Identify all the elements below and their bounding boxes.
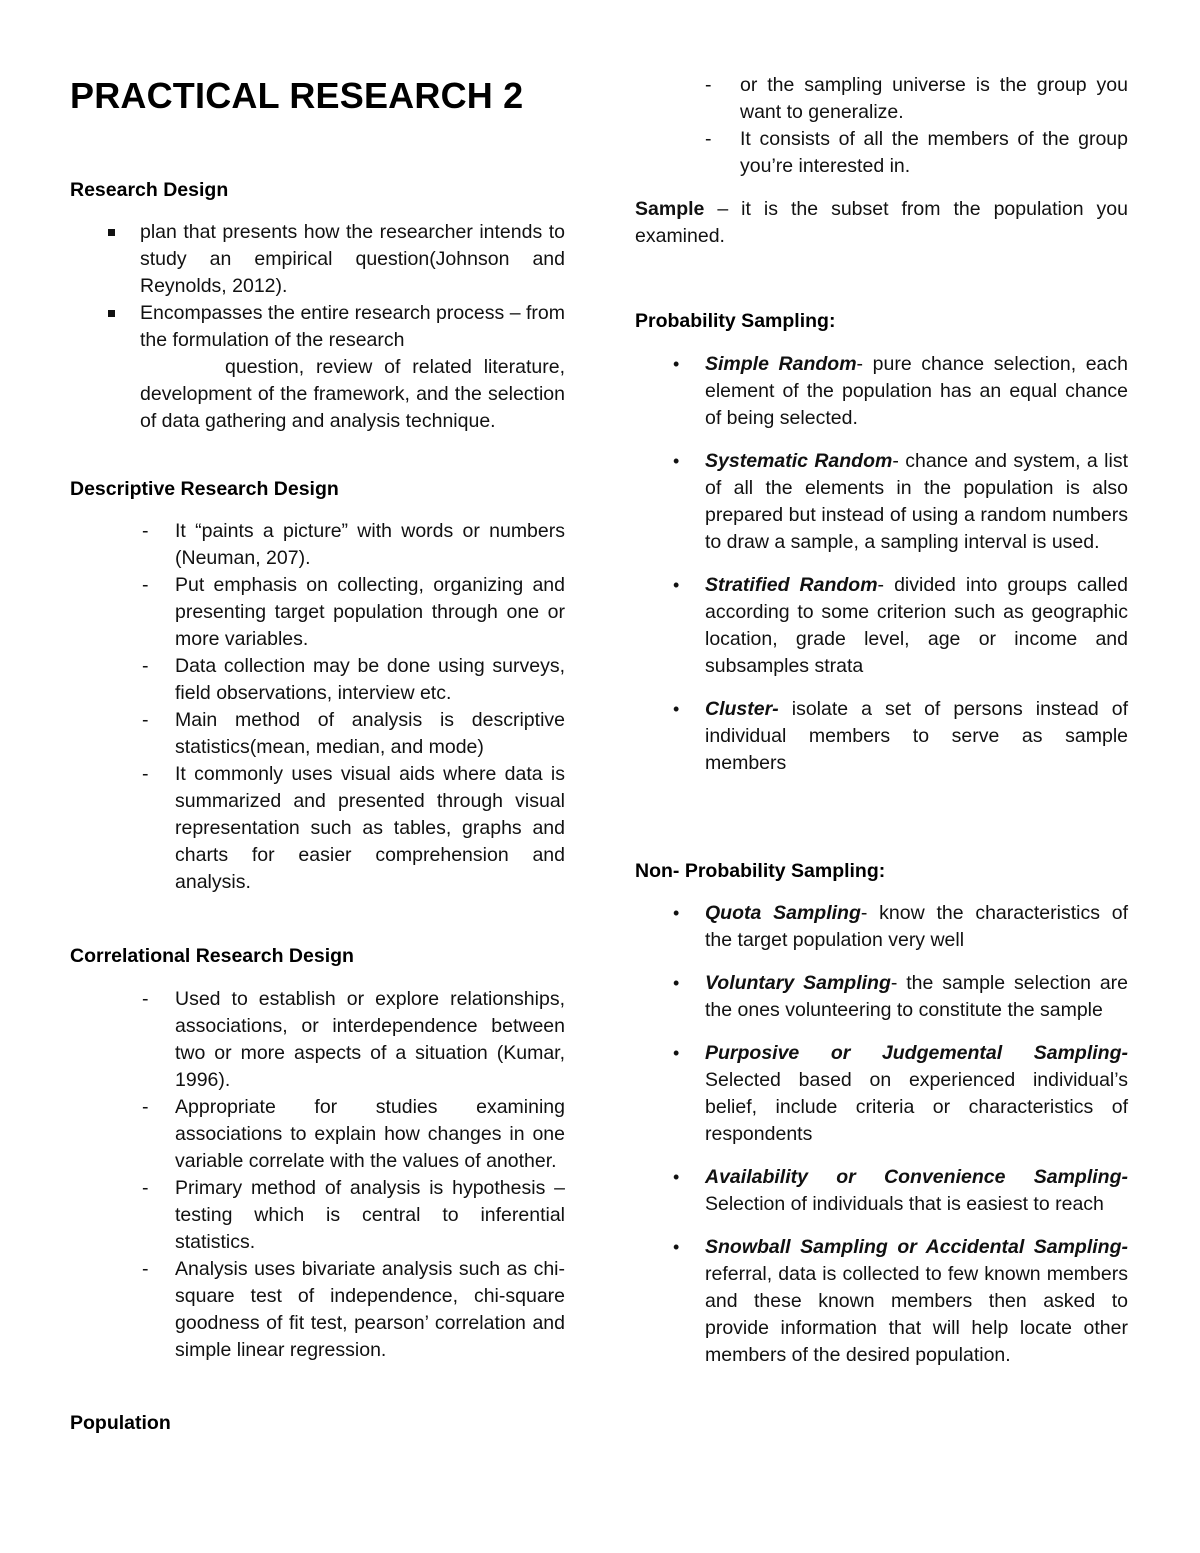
bullet-icon: • xyxy=(673,1167,680,1187)
list-item: • Snowball Sampling or Accidental Sampling- referral, data is collected to few known members and these known members then asked to provide information that will help locate other members of the desired population. xyxy=(673,1236,1128,1366)
list-item: - Appropriate for studies examining associations to explain how changes in one variable correlate with the values of another. xyxy=(142,1096,565,1172)
research-design-list xyxy=(70,219,565,435)
list-item: • Cluster- isolate a set of persons instead of individual members to serve as sample members xyxy=(673,698,1128,774)
page-title: PRACTICAL RESEARCH 2 xyxy=(70,75,524,116)
bullet-icon: • xyxy=(673,451,680,471)
list-item: - It commonly uses visual aids where data is summarized and presented through visual representation such as tables, graphs and charts for easier comprehension and analysis. xyxy=(142,763,565,893)
bullet-icon: • xyxy=(673,354,680,374)
nonprobability-heading: Non- Probability Sampling: xyxy=(635,860,886,882)
dash-bullet-icon: - xyxy=(142,988,149,1010)
dash-bullet-icon: - xyxy=(142,709,149,731)
list-item: - Main method of analysis is descriptive statistics(mean, median, and mode) xyxy=(142,709,565,758)
probability-heading: Probability Sampling: xyxy=(635,310,836,332)
dash-bullet-icon: - xyxy=(142,1258,149,1280)
list-item: • Simple Random- pure chance selection, each element of the population has an equal chance of being selected. xyxy=(673,353,1128,429)
list-item: • Voluntary Sampling- the sample selection are the ones volunteering to constitute the sample xyxy=(673,972,1129,1021)
dash-bullet-icon: - xyxy=(142,520,149,542)
list-item: • Availability or Convenience Sampling- Selection of individuals that is easiest to reach xyxy=(673,1166,1128,1215)
list-item: • Quota Sampling- know the characteristics of the target population very well xyxy=(673,902,1128,951)
nonprobability-list xyxy=(635,900,1128,1385)
list-item: - Used to establish or explore relationships, associations, or interdependence between two or more aspects of a situation (Kumar, 1996). xyxy=(142,988,565,1091)
research-design-heading: Research Design xyxy=(70,179,229,201)
bullet-icon: • xyxy=(673,1237,680,1257)
descriptive-list xyxy=(70,518,565,896)
list-item: - or the sampling universe is the group you want to generalize. xyxy=(705,74,1128,123)
dash-bullet-icon: - xyxy=(705,74,712,96)
list-item: - It consists of all the members of the group you’re interested in. xyxy=(705,128,1128,177)
dash-bullet-icon: - xyxy=(142,1096,149,1118)
dash-bullet-icon: - xyxy=(142,655,149,677)
list-item: Encompasses the entire research process – from the formulation of the research xyxy=(70,300,565,354)
bullet-icon: • xyxy=(673,973,680,993)
list-item-continued: question, review of related literature, development of the framework, and the selection of data gathering and analysis technique. xyxy=(140,356,565,432)
square-bullet-icon xyxy=(108,229,115,236)
list-item: • Systematic Random- chance and system, a list of all the elements in the population is also prepared but instead of using a random numbers to draw a sample, a sampling interval is used. xyxy=(673,450,1128,553)
bullet-icon: • xyxy=(673,1043,680,1063)
list-item: - Primary method of analysis is hypothesis –testing which is central to inferential statistics. xyxy=(142,1177,565,1253)
bullet-icon: • xyxy=(673,575,680,595)
list-item: • Stratified Random- divided into groups called according to some criterion such as geographic location, grade level, age or income and subsamples strata xyxy=(673,574,1128,677)
dash-bullet-icon: - xyxy=(705,128,712,150)
population-list xyxy=(635,72,1128,180)
dash-bullet-icon: - xyxy=(142,574,149,596)
list-item: - It “paints a picture” with words or numbers (Neuman, 207). xyxy=(142,520,565,569)
list-item: • Purposive or Judgemental Sampling- Selected based on experienced individual’s belief, include criteria or characteristics of respondents xyxy=(673,1042,1128,1145)
dash-bullet-icon: - xyxy=(142,1177,149,1199)
list-item: - Analysis uses bivariate analysis such as chi-square test of independence, chi-square goodness of fit test, pearson’ correlation and simple linear regression. xyxy=(142,1258,565,1361)
correlational-list xyxy=(70,986,565,1364)
list-item: plan that presents how the researcher intends to study an empirical question(Johnson and Reynolds, 2012). xyxy=(70,219,565,300)
correlational-heading: Correlational Research Design xyxy=(70,945,354,967)
bullet-icon: • xyxy=(673,903,680,923)
population-heading: Population xyxy=(70,1412,171,1434)
sample-definition: Sample – it is the subset from the population you examined. xyxy=(635,198,1128,247)
bullet-icon: • xyxy=(673,699,680,719)
descriptive-heading: Descriptive Research Design xyxy=(70,478,339,500)
list-item: - Data collection may be done using surveys, field observations, interview etc. xyxy=(142,655,565,704)
square-bullet-icon xyxy=(108,310,115,317)
list-item: - Put emphasis on collecting, organizing and presenting target population through one or more variables. xyxy=(142,574,565,650)
dash-bullet-icon: - xyxy=(142,763,149,785)
probability-list xyxy=(635,351,1128,793)
sample-term: Sample xyxy=(635,198,705,220)
